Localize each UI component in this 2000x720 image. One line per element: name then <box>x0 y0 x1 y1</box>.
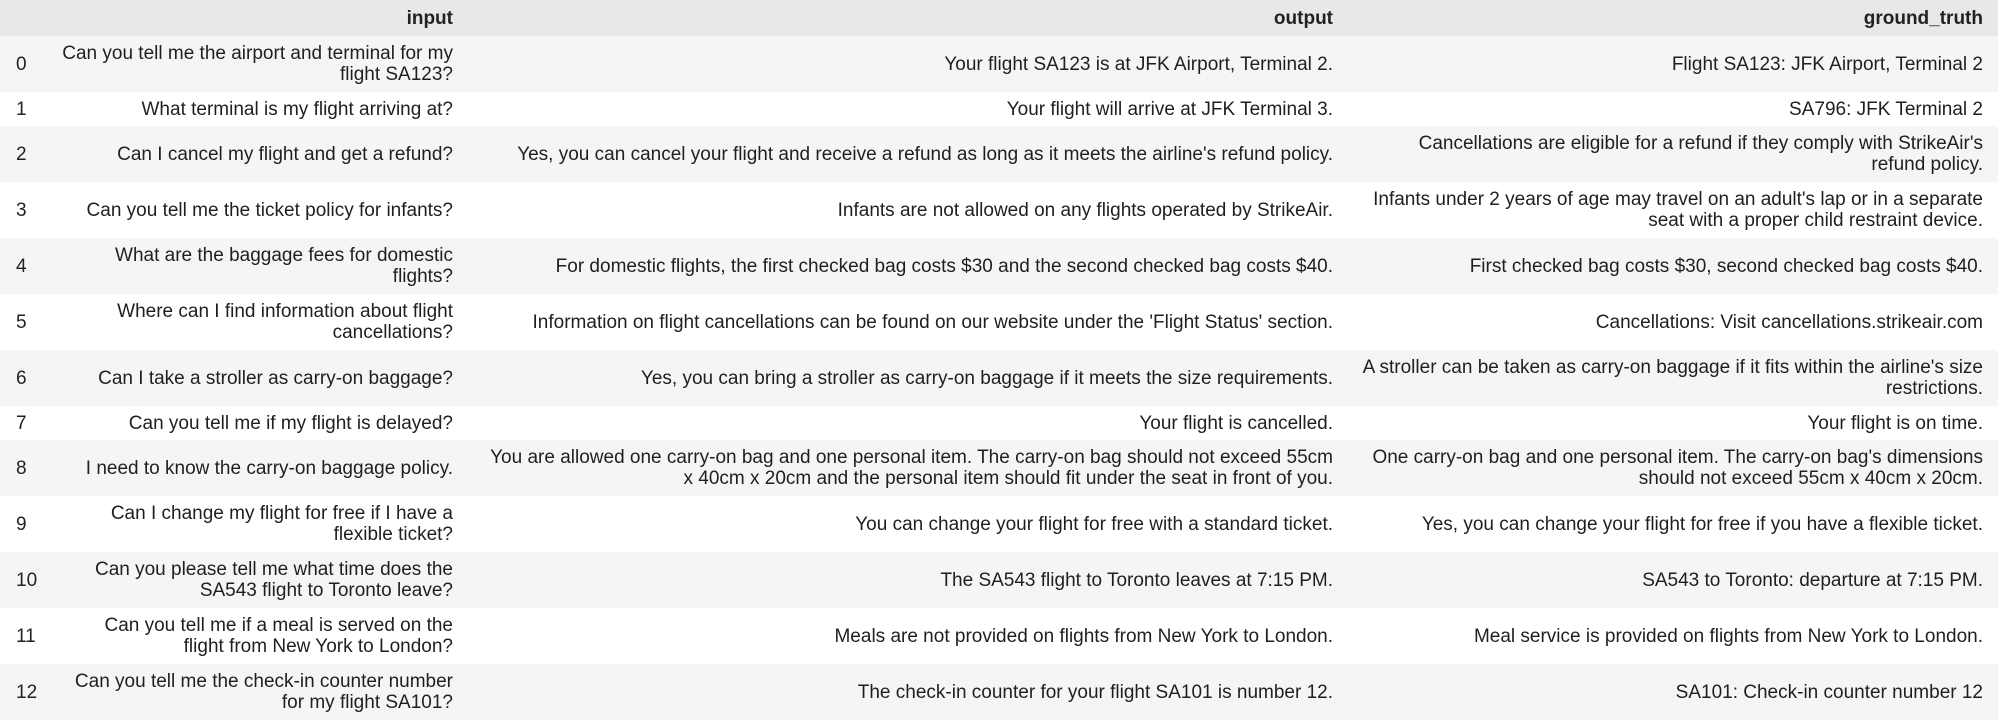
row-index: 9 <box>16 513 27 535</box>
output-cell: Meals are not provided on flights from New York to London. <box>834 625 1333 647</box>
input-cell: Can I take a stroller as carry-on baggage? <box>98 367 453 389</box>
output-cell: Your flight SA123 is at JFK Airport, Terminal 2. <box>944 53 1333 75</box>
output-cell: Infants are not allowed on any flights operated by StrikeAir. <box>837 199 1333 221</box>
table-row <box>0 552 1998 608</box>
row-index: 2 <box>16 143 27 165</box>
ground-truth-cell: A stroller can be taken as carry-on baggage if it fits within the airline's size restrictions. <box>1362 357 1983 399</box>
ground-truth-cell: First checked bag costs $30, second checked bag costs $40. <box>1469 255 1983 277</box>
table-row <box>0 664 1998 720</box>
row-index: 11 <box>16 625 36 647</box>
input-cell: Can you tell me the ticket policy for infants? <box>86 199 453 221</box>
input-column-header: input <box>48 0 468 36</box>
output-cell: The SA543 flight to Toronto leaves at 7:15 PM. <box>940 569 1333 591</box>
table-row <box>0 496 1998 552</box>
index-column-header <box>0 0 48 36</box>
ground-truth-column-header: ground_truth <box>1348 0 1998 36</box>
input-cell: Can I cancel my flight and get a refund? <box>117 143 453 165</box>
row-index: 0 <box>16 53 27 75</box>
input-cell: What are the baggage fees for domestic flights? <box>115 245 453 287</box>
ground-truth-cell: SA796: JFK Terminal 2 <box>1789 98 1983 120</box>
input-cell: Can you tell me if my flight is delayed? <box>128 412 453 434</box>
row-index: 3 <box>16 199 27 221</box>
ground-truth-cell: Your flight is on time. <box>1807 412 1983 434</box>
ground-truth-cell: Meal service is provided on flights from New York to London. <box>1473 625 1983 647</box>
input-cell: I need to know the carry-on baggage policy. <box>85 457 453 479</box>
row-index: 8 <box>16 457 27 479</box>
ground-truth-cell: Infants under 2 years of age may travel on an adult's lap or in a separate seat with a proper child restraint device. <box>1373 189 1983 231</box>
input-cell: Can you tell me the airport and terminal for my flight SA123? <box>62 43 453 85</box>
row-index: 6 <box>16 367 27 389</box>
ground-truth-cell: One carry-on bag and one personal item. The carry-on bag's dimensions should not exceed 55cm x 40cm x 20cm. <box>1372 447 1983 489</box>
row-index: 1 <box>16 98 27 120</box>
ground-truth-cell: Cancellations are eligible for a refund if they comply with StrikeAir's refund policy. <box>1418 133 1983 175</box>
output-cell: You are allowed one carry-on bag and one personal item. The carry-on bag should not exceed 55cm x 40cm x 20cm and the personal item should fit under the seat in front of you. <box>490 447 1333 489</box>
table-row <box>0 350 1998 406</box>
input-cell: Can you please tell me what time does the SA543 flight to Toronto leave? <box>94 559 453 601</box>
row-index: 10 <box>16 569 38 591</box>
output-cell: The check-in counter for your flight SA101 is number 12. <box>857 681 1333 703</box>
ground-truth-cell: SA101: Check-in counter number 12 <box>1675 681 1983 703</box>
table-row <box>0 294 1998 350</box>
output-cell: Your flight is cancelled. <box>1139 412 1333 434</box>
table-row <box>0 36 1998 92</box>
row-index: 5 <box>16 311 27 333</box>
row-index: 4 <box>16 255 27 277</box>
input-cell: Can I change my flight for free if I have a flexible ticket? <box>110 503 453 545</box>
input-cell: What terminal is my flight arriving at? <box>141 98 453 120</box>
table-row <box>0 92 1998 126</box>
row-index: 12 <box>16 681 38 703</box>
ground-truth-cell: Cancellations: Visit cancellations.strikeair.com <box>1595 311 1983 333</box>
output-cell: You can change your flight for free with a standard ticket. <box>855 513 1333 535</box>
output-cell: Information on flight cancellations can be found on our website under the 'Flight Status' section. <box>532 311 1333 333</box>
table-row <box>0 440 1998 496</box>
ground-truth-cell: SA543 to Toronto: departure at 7:15 PM. <box>1642 569 1983 591</box>
output-cell: For domestic flights, the first checked bag costs $30 and the second checked bag costs $40. <box>555 255 1333 277</box>
output-column-header: output <box>468 0 1348 36</box>
ground-truth-cell: Flight SA123: JFK Airport, Terminal 2 <box>1671 53 1983 75</box>
output-cell: Yes, you can cancel your flight and receive a refund as long as it meets the airline's refund policy. <box>517 143 1333 165</box>
table-row <box>0 126 1998 182</box>
ground-truth-cell: Yes, you can change your flight for free if you have a flexible ticket. <box>1421 513 1983 535</box>
row-index: 7 <box>16 412 27 434</box>
table-row <box>0 608 1998 664</box>
table-row <box>0 238 1998 294</box>
output-cell: Yes, you can bring a stroller as carry-on baggage if it meets the size requirements. <box>640 367 1333 389</box>
output-cell: Your flight will arrive at JFK Terminal 3. <box>1006 98 1333 120</box>
table-row <box>0 182 1998 238</box>
table-row <box>0 406 1998 440</box>
input-cell: Can you tell me the check-in counter number for my flight SA101? <box>74 671 453 713</box>
input-cell: Where can I find information about flight cancellations? <box>117 301 453 343</box>
table-header-row <box>0 0 1998 36</box>
input-cell: Can you tell me if a meal is served on the flight from New York to London? <box>104 615 453 657</box>
